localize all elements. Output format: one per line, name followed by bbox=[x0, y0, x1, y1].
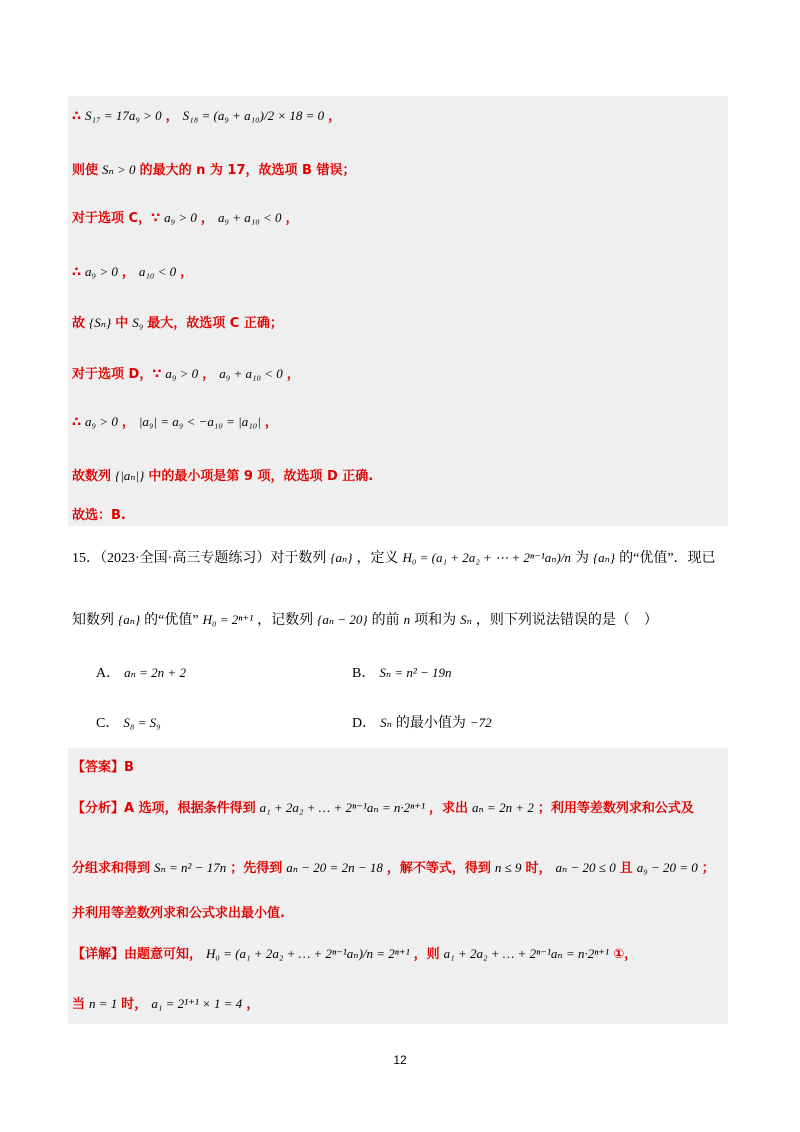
text: 【分析】A 选项，根据条件得到 bbox=[72, 801, 256, 816]
option-label: C． bbox=[96, 716, 120, 731]
text: 的最小值为 bbox=[395, 716, 466, 731]
punct: ， bbox=[121, 265, 135, 280]
formula: S₈ = S₉ bbox=[123, 715, 161, 730]
sol-bot-line-4 bbox=[72, 904, 285, 924]
punct: ， bbox=[285, 211, 299, 226]
formula: S₁₇ = 17a₉ > 0 bbox=[85, 108, 162, 123]
text: 并利用等差数列求和公式求出最小值. bbox=[72, 906, 285, 921]
answer-choice: 故选：B. bbox=[72, 508, 126, 523]
formula: Sₙ = n² − 19n bbox=[379, 665, 452, 680]
sol-bot-line-1 bbox=[72, 758, 134, 778]
text: 【详解】由题意可知， bbox=[72, 947, 203, 962]
text: 故 bbox=[72, 316, 86, 331]
formula: {aₙ} bbox=[330, 550, 353, 565]
formula: {aₙ} bbox=[118, 612, 141, 627]
sol-bot-line-3 bbox=[72, 858, 715, 879]
formula: a₁ = 2¹⁺¹ × 1 = 4 bbox=[151, 996, 243, 1011]
therefore-symbol: ∴ bbox=[72, 109, 82, 124]
formula: a₉ > 0 bbox=[85, 264, 118, 279]
question-stem: 15．（2023·全国·高三专题练习）对于数列 bbox=[72, 551, 327, 566]
punct: ， bbox=[200, 211, 214, 226]
sol-top-line-3 bbox=[72, 208, 299, 229]
formula: a₁ + 2a₂ + … + 2ⁿ⁻¹aₙ = n·2ⁿ⁺¹ bbox=[259, 800, 426, 815]
formula: a₉ + a₁₀ < 0 bbox=[217, 210, 282, 225]
text: ，则 bbox=[413, 947, 440, 962]
formula: a₉ − 20 = 0 bbox=[636, 860, 698, 875]
formula: n bbox=[403, 612, 411, 627]
formula: a₁ + 2a₂ + … + 2ⁿ⁻¹aₙ = n·2ⁿ⁺¹ bbox=[443, 946, 610, 961]
punct: ， bbox=[180, 265, 194, 280]
text: 的最大的 n 为 17，故选项 B 错误； bbox=[139, 163, 356, 178]
formula: {|aₙ|} bbox=[115, 468, 145, 483]
option-b[interactable] bbox=[352, 662, 456, 682]
formula: Sₙ > 0 bbox=[102, 162, 136, 177]
text: 项和为 bbox=[414, 613, 457, 628]
question-line-1 bbox=[72, 548, 716, 569]
formula: {aₙ − 20} bbox=[317, 612, 368, 627]
punct: ， bbox=[202, 367, 216, 382]
text: 则使 bbox=[72, 163, 99, 178]
formula: aₙ − 20 = 2n − 18 bbox=[286, 860, 383, 875]
solution-block-bottom bbox=[68, 748, 728, 1024]
formula: H₀ = 2ⁿ⁺¹ bbox=[202, 612, 254, 627]
text: 且 bbox=[619, 861, 633, 876]
formula: n ≤ 9 bbox=[494, 860, 522, 875]
formula: H₀ = (a₁ + 2a₂ + ⋯ + 2ⁿ⁻¹aₙ)/n bbox=[402, 550, 571, 565]
sol-top-line-9 bbox=[72, 506, 126, 526]
text: ，定义 bbox=[356, 551, 399, 566]
formula: S₉ bbox=[132, 315, 144, 330]
text: 时， bbox=[121, 997, 148, 1012]
formula: Sₙ bbox=[460, 612, 472, 627]
formula: |a₉| = a₉ < −a₁₀ = |a₁₀| bbox=[138, 414, 261, 429]
text: 对于选项 D，∵ bbox=[72, 367, 162, 382]
text: 知数列 bbox=[72, 613, 114, 628]
text: 的前 bbox=[371, 613, 400, 628]
sol-top-line-4 bbox=[72, 262, 193, 283]
text: ，则下列说法错误的是（ ） bbox=[475, 613, 658, 628]
formula: n = 1 bbox=[89, 996, 118, 1011]
text: ， bbox=[246, 997, 260, 1012]
option-label: B． bbox=[352, 666, 376, 681]
text: 当 bbox=[72, 997, 86, 1012]
option-a[interactable] bbox=[96, 662, 190, 682]
formula: −72 bbox=[469, 715, 492, 730]
punct: ， bbox=[165, 109, 179, 124]
formula: a₁₀ < 0 bbox=[138, 264, 177, 279]
text: ；利用等差数列求和公式及 bbox=[537, 801, 694, 816]
text: ①， bbox=[613, 947, 638, 962]
option-label: D． bbox=[352, 716, 377, 731]
option-d[interactable] bbox=[352, 712, 496, 732]
therefore-symbol: ∴ bbox=[72, 265, 82, 280]
text: ；先得到 bbox=[230, 861, 283, 876]
answer-heading: 【答案】B bbox=[72, 760, 134, 775]
therefore-symbol: ∴ bbox=[72, 415, 82, 430]
sol-top-line-8 bbox=[72, 466, 373, 487]
formula: aₙ = 2n + 2 bbox=[472, 800, 534, 815]
text: 的“优值” bbox=[144, 613, 199, 628]
formula: a₉ + a₁₀ < 0 bbox=[219, 366, 283, 381]
formula: a₉ > 0 bbox=[164, 210, 197, 225]
formula: H₀ = (a₁ + 2a₂ + … + 2ⁿ⁻¹aₙ)/n = 2ⁿ⁺¹ bbox=[206, 946, 410, 961]
text: ； bbox=[701, 861, 715, 876]
text: 最大，故选项 C 正确； bbox=[147, 316, 283, 331]
sol-bot-line-2 bbox=[72, 798, 694, 819]
sol-top-line-6 bbox=[72, 364, 300, 385]
formula: a₉ > 0 bbox=[165, 366, 199, 381]
text: ，求出 bbox=[429, 801, 469, 816]
formula: Sₙ = n² − 17n bbox=[154, 860, 227, 875]
sol-top-line-2 bbox=[72, 160, 355, 181]
formula: {Sₙ} bbox=[89, 315, 112, 330]
text: 中 bbox=[115, 316, 129, 331]
text: ，记数列 bbox=[257, 613, 314, 628]
text: 为 bbox=[574, 551, 589, 566]
text: 故数列 bbox=[72, 469, 112, 484]
sol-top-line-5 bbox=[72, 313, 283, 334]
sol-bot-line-5 bbox=[72, 944, 637, 965]
text: ，解不等式，得到 bbox=[386, 861, 491, 876]
formula: Sₙ bbox=[380, 715, 392, 730]
page-number: 12 bbox=[393, 1053, 407, 1067]
sol-bot-line-6 bbox=[72, 994, 259, 1015]
punct: ， bbox=[264, 415, 278, 430]
text: 中的最小项是第 9 项，故选项 D 正确. bbox=[148, 469, 374, 484]
formula: a₉ > 0 bbox=[85, 414, 118, 429]
formula: S₁₈ = (a₉ + a₁₀)/2 × 18 = 0 bbox=[182, 108, 325, 123]
sol-top-line-1 bbox=[72, 106, 341, 127]
option-label: A． bbox=[96, 666, 121, 681]
punct: ， bbox=[286, 367, 300, 382]
formula: aₙ − 20 ≤ 0 bbox=[555, 860, 616, 875]
punct: ， bbox=[121, 415, 135, 430]
sol-top-line-7 bbox=[72, 412, 278, 433]
option-c[interactable] bbox=[96, 712, 165, 732]
text: 对于选项 C，∵ bbox=[72, 211, 161, 226]
punct: ， bbox=[328, 109, 342, 124]
text: 的“优值”．现已 bbox=[619, 551, 716, 566]
formula: aₙ = 2n + 2 bbox=[124, 665, 186, 680]
text: 时， bbox=[525, 861, 552, 876]
question-line-2 bbox=[72, 610, 658, 631]
formula: {aₙ} bbox=[592, 550, 616, 565]
text: 分组求和得到 bbox=[72, 861, 151, 876]
